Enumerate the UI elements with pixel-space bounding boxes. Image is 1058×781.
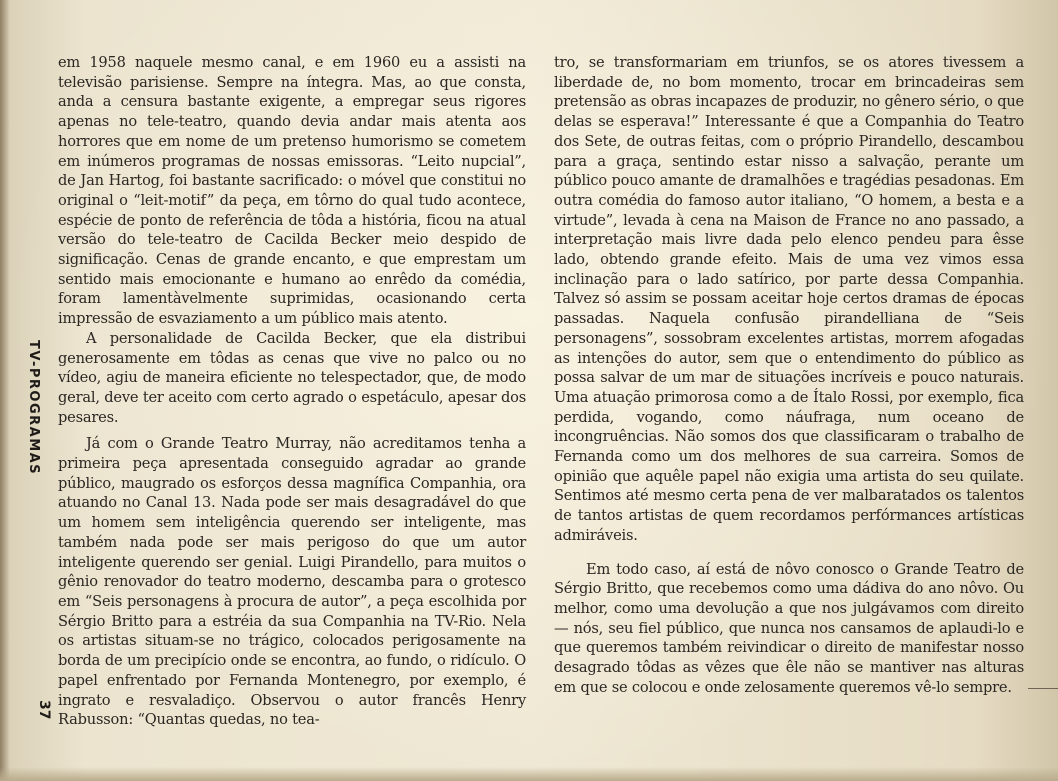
article-right-column (554, 53, 1024, 698)
paragraph: A personalidade de Cacilda Becker, que ela distribui generosamente em tôdas as cenas que vive no palco ou no vídeo, agiu de maneira eficiente no telespectador, que, de modo geral, deve ter aceito com certo agrado o espetáculo, apesar dos pesares. (58, 329, 526, 426)
paragraph: tro, se transformariam em triunfos, se os atores tivessem a liberdade de, no bom momento, trocar em brincadeiras sem pretensão as obras incapazes de produzir, no gênero sério, o que delas se esperava!” Interessante é que a Companhia do Teatro dos Sete, de outras feitas, com o próprio Pirandello, descambou para a graça, sentindo estar nisso a salvação, perante um público pouco amante de dramalhões e tragédias pesadonas. Em outra comédia do famoso autor italiano, “O homem, a besta e a virtude”, levada à cena na Maison de France no ano passado, a interpretação mais livre dada pelo elenco pendeu para êsse lado, obtendo grande efeito. Mais de uma vez vimos essa inclinação para o lado satírico, por parte dessa Companhia. Talvez só assim se possam aceitar hoje certos dramas de épocas passadas. Naquela confusão pirandelliana de “Seis personagens”, sossobram excelentes artistas, morrem afogadas as intenções do autor, sem que o entendimento do público as possa salvar de um mar de situações incríveis e pouco naturais. Uma atuação primorosa como a de Ítalo Rossi, por exemplo, fica perdida, vogando, como náufraga, num oceano de incongruências. Não somos dos que classificaram o trabalho de Fernanda como um dos melhores de sua carreira. Somos de opinião que aquêle papel não exigia uma artista do seu quilate. Sentimos até mesmo certa pena de ver malbaratados os talentos de tantos artistas de quem recordamos perfórmances artísticas admiráveis. (554, 54, 1024, 544)
page-gutter-shadow (0, 0, 10, 781)
margin-rule (1028, 688, 1058, 689)
paragraph: Já com o Grande Teatro Murray, não acreditamos tenha a primeira peça apresentada conseguido agradar ao grande público, maugrado os esforços dessa magnífica Companhia, ora atuando no Canal 13. Nada pode ser mais desagradável do que um homem sem inteligência querendo ser inteligente, mas também nada pode ser mais perigoso do que um autor inteligente querendo ser genial. Luigi Pirandello, para muitos o gênio renovador do teatro moderno, descamba para o grotesco em “Seis personagens à procura de autor”, a peça escolhida por Sérgio Britto para a estréia da sua Companhia na TV-Rio. Nela os artistas situam-se no trágico, colocados perigosamente na borda de um precipício onde se encontra, ao fundo, o ridículo. O papel enfrentado por Fernanda Montenegro, por exemplo, é ingrato e resvaladiço. Observou o autor francês Henry Rabusson: “Quantas quedas, no tea- (58, 435, 526, 729)
paragraph: Em todo caso, aí está de nôvo conosco o Grande Teatro de Sérgio Britto, que recebemos como uma dádiva do ano nôvo. Ou melhor, como uma devolução a que nos julgávamos com direito — nós, seu fiel público, que nunca nos cansamos de aplaudi-lo e que queremos também reivindicar o direito de manifestar nosso desagrado tôdas as vêzes que êle não se mantiver nas alturas em que se colocou e onde zelosamente queremos vê-lo sempre. (554, 560, 1024, 696)
section-label: TV-PROGRAMAS (26, 340, 41, 476)
page-number: 37 (36, 700, 52, 720)
article-left-column (58, 53, 526, 730)
page-bottom-shadow (0, 767, 1058, 781)
paragraph: em 1958 naquele mesmo canal, e em 1960 eu a assisti na televisão parisiense. Sempre na íntegra. Mas, ao que consta, anda a censura bastante exigente, a empregar seus rigores apenas no tele-teatro, quando devia andar mais atenta aos horrores que em nome de um pretenso humorismo se cometem em inúmeros programas de nossas emissoras. “Leito nupcial”, de Jan Hartog, foi bastante sacrificado: o móvel que constitui no original o “leit-motif” da peça, em tôrno do qual tudo acontece, espécie de ponto de referência de tôda a história, ficou na atual versão do tele-teatro de Cacilda Becker meio despido de significação. Cenas de grande encanto, e que emprestam um sentido mais emocionante e humano ao enrêdo da comédia, foram lamentàvelmente suprimidas, ocasionando certa impressão de esvaziamento a um público mais atento. (58, 54, 526, 328)
